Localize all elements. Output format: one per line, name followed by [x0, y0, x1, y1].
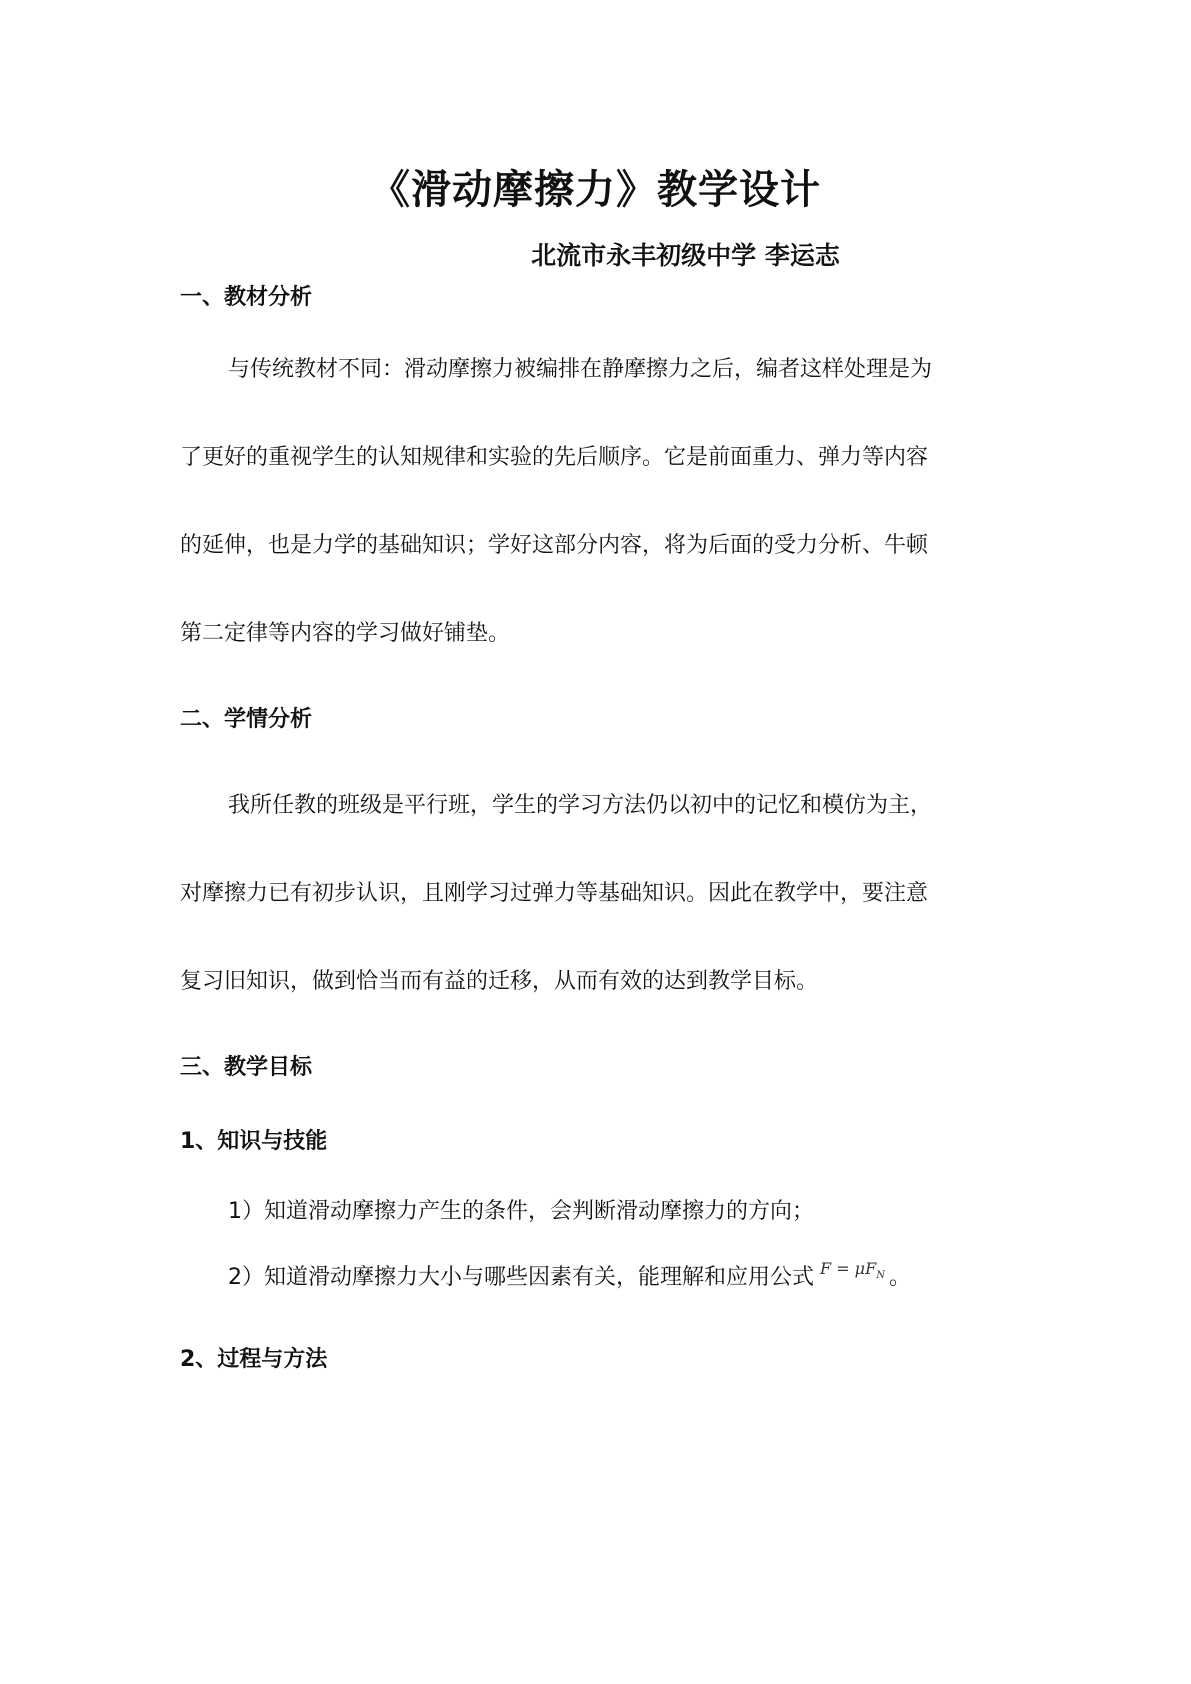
section-heading-textbook-analysis: 一、教材分析: [180, 285, 313, 310]
goal-item-end: 。: [888, 1265, 911, 1290]
paragraph-line: 我所任教的班级是平行班，学生的学习方法仍以初中的记忆和模仿为主，: [228, 793, 933, 818]
section-heading-teaching-goals: 三、教学目标: [180, 1055, 313, 1080]
section-heading-student-analysis: 二、学情分析: [180, 707, 313, 732]
paragraph-line: 的延伸，也是力学的基础知识；学好这部分内容，将为后面的受力分析、牛顿: [180, 533, 929, 558]
paragraph-line: 第二定律等内容的学习做好铺垫。: [180, 621, 511, 646]
paragraph-line: 对摩擦力已有初步认识，且刚学习过弹力等基础知识。因此在教学中，要注意: [180, 881, 929, 906]
goal-item: 1）知道滑动摩擦力产生的条件，会判断滑动摩擦力的方向；: [228, 1199, 814, 1224]
paragraph-line: 复习旧知识，做到恰当而有益的迁移，从而有效的达到教学目标。: [180, 969, 819, 994]
document-title: 《滑动摩擦力》教学设计: [370, 167, 821, 213]
goal-item-text: 2）知道滑动摩擦力大小与哪些因素有关，能理解和应用公式: [228, 1265, 814, 1290]
subsection-heading-process-method: 2、过程与方法: [180, 1347, 328, 1372]
goal-item-with-formula: [228, 1260, 911, 1291]
formula-subscript: N: [876, 1270, 885, 1282]
friction-formula: [820, 1259, 885, 1282]
paragraph-line: 与传统教材不同：滑动摩擦力被编排在静摩擦力之后，编者这样处理是为: [228, 357, 933, 382]
subsection-heading-knowledge-skills: 1、知识与技能: [180, 1129, 328, 1154]
document-author: 北流市永丰初级中学 李运志: [531, 241, 840, 270]
formula-main: F = μF: [820, 1259, 877, 1278]
paragraph-line: 了更好的重视学生的认知规律和实验的先后顺序。它是前面重力、弹力等内容: [180, 445, 929, 470]
